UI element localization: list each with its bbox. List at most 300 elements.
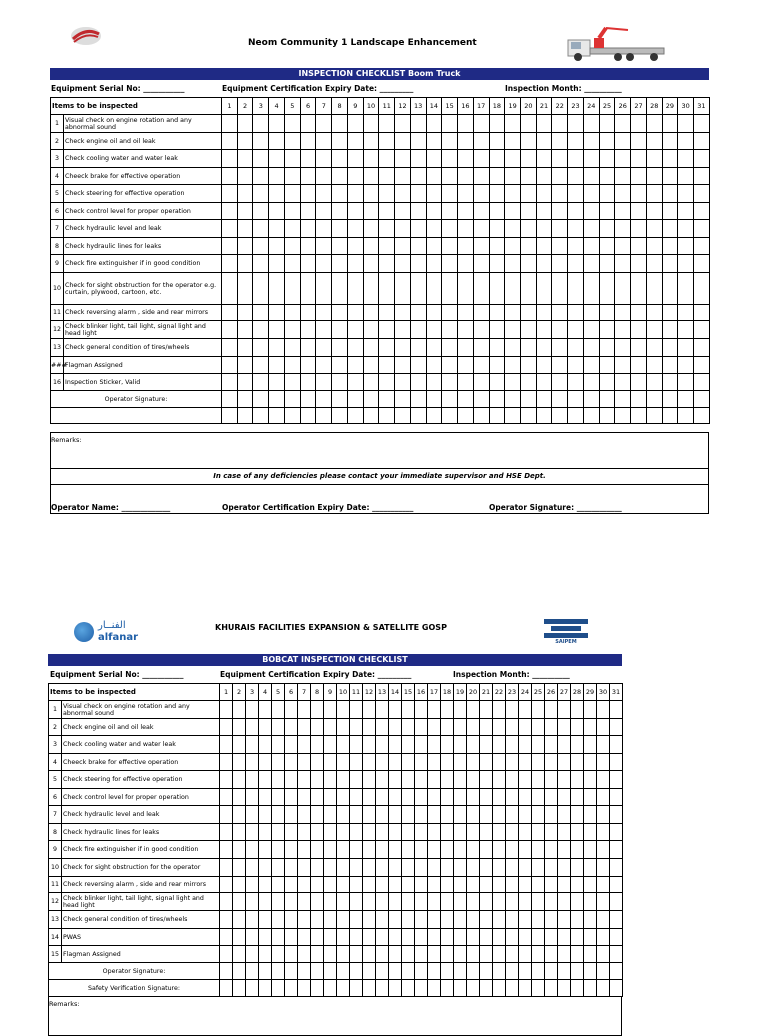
check-cell[interactable] <box>285 771 298 789</box>
check-cell[interactable] <box>442 374 458 391</box>
signature-cell[interactable] <box>489 408 505 424</box>
signature-cell[interactable] <box>552 391 568 408</box>
check-cell[interactable] <box>558 893 571 911</box>
check-cell[interactable] <box>519 841 532 859</box>
check-cell[interactable] <box>536 357 552 374</box>
check-cell[interactable] <box>646 115 662 133</box>
check-cell[interactable] <box>442 220 458 238</box>
check-cell[interactable] <box>493 841 506 859</box>
check-cell[interactable] <box>584 701 597 719</box>
check-cell[interactable] <box>300 321 316 339</box>
check-cell[interactable] <box>426 255 442 273</box>
check-cell[interactable] <box>259 946 272 963</box>
check-cell[interactable] <box>395 185 411 203</box>
check-cell[interactable] <box>300 238 316 255</box>
check-cell[interactable] <box>237 255 253 273</box>
check-cell[interactable] <box>610 789 623 806</box>
check-cell[interactable] <box>454 859 467 877</box>
check-cell[interactable] <box>467 736 480 754</box>
check-cell[interactable] <box>558 719 571 736</box>
check-cell[interactable] <box>489 255 505 273</box>
check-cell[interactable] <box>519 719 532 736</box>
check-cell[interactable] <box>584 754 597 771</box>
check-cell[interactable] <box>284 220 300 238</box>
check-cell[interactable] <box>222 339 238 357</box>
check-cell[interactable] <box>300 220 316 238</box>
check-cell[interactable] <box>285 859 298 877</box>
check-cell[interactable] <box>272 911 285 929</box>
check-cell[interactable] <box>269 133 285 150</box>
check-cell[interactable] <box>363 946 376 963</box>
signature-cell[interactable] <box>597 980 610 997</box>
check-cell[interactable] <box>311 824 324 841</box>
check-cell[interactable] <box>520 357 536 374</box>
signature-cell[interactable] <box>269 408 285 424</box>
check-cell[interactable] <box>631 115 647 133</box>
inspection-month-field[interactable]: Inspection Month: __________ <box>505 84 622 93</box>
check-cell[interactable] <box>347 255 363 273</box>
check-cell[interactable] <box>376 859 389 877</box>
check-cell[interactable] <box>402 719 415 736</box>
check-cell[interactable] <box>428 946 441 963</box>
check-cell[interactable] <box>442 168 458 185</box>
check-cell[interactable] <box>489 185 505 203</box>
signature-cell[interactable] <box>269 391 285 408</box>
check-cell[interactable] <box>662 255 678 273</box>
check-cell[interactable] <box>379 305 395 321</box>
check-cell[interactable] <box>324 754 337 771</box>
check-cell[interactable] <box>350 911 363 929</box>
check-cell[interactable] <box>599 185 615 203</box>
check-cell[interactable] <box>558 929 571 946</box>
check-cell[interactable] <box>300 273 316 305</box>
check-cell[interactable] <box>337 859 350 877</box>
check-cell[interactable] <box>583 305 599 321</box>
check-cell[interactable] <box>545 701 558 719</box>
check-cell[interactable] <box>376 701 389 719</box>
signature-cell[interactable] <box>458 391 474 408</box>
check-cell[interactable] <box>532 841 545 859</box>
check-cell[interactable] <box>402 824 415 841</box>
check-cell[interactable] <box>678 273 694 305</box>
check-cell[interactable] <box>415 929 428 946</box>
check-cell[interactable] <box>584 911 597 929</box>
check-cell[interactable] <box>222 238 238 255</box>
check-cell[interactable] <box>694 150 710 168</box>
check-cell[interactable] <box>363 841 376 859</box>
check-cell[interactable] <box>337 841 350 859</box>
check-cell[interactable] <box>442 255 458 273</box>
check-cell[interactable] <box>662 150 678 168</box>
signature-cell[interactable] <box>694 391 710 408</box>
check-cell[interactable] <box>694 133 710 150</box>
check-cell[interactable] <box>536 305 552 321</box>
check-cell[interactable] <box>480 841 493 859</box>
check-cell[interactable] <box>379 339 395 357</box>
check-cell[interactable] <box>316 150 332 168</box>
check-cell[interactable] <box>568 321 584 339</box>
check-cell[interactable] <box>519 736 532 754</box>
check-cell[interactable] <box>454 771 467 789</box>
check-cell[interactable] <box>298 911 311 929</box>
check-cell[interactable] <box>332 273 348 305</box>
signature-cell[interactable] <box>363 408 379 424</box>
check-cell[interactable] <box>376 893 389 911</box>
check-cell[interactable] <box>610 701 623 719</box>
check-cell[interactable] <box>506 929 519 946</box>
check-cell[interactable] <box>480 859 493 877</box>
signature-cell[interactable] <box>220 963 233 980</box>
check-cell[interactable] <box>597 893 610 911</box>
check-cell[interactable] <box>363 321 379 339</box>
check-cell[interactable] <box>489 374 505 391</box>
check-cell[interactable] <box>473 203 489 220</box>
check-cell[interactable] <box>337 754 350 771</box>
check-cell[interactable] <box>253 255 269 273</box>
check-cell[interactable] <box>631 339 647 357</box>
signature-cell[interactable] <box>347 391 363 408</box>
check-cell[interactable] <box>298 824 311 841</box>
check-cell[interactable] <box>678 238 694 255</box>
check-cell[interactable] <box>489 238 505 255</box>
check-cell[interactable] <box>347 133 363 150</box>
check-cell[interactable] <box>426 168 442 185</box>
check-cell[interactable] <box>610 841 623 859</box>
check-cell[interactable] <box>259 841 272 859</box>
check-cell[interactable] <box>363 305 379 321</box>
check-cell[interactable] <box>347 321 363 339</box>
check-cell[interactable] <box>520 255 536 273</box>
check-cell[interactable] <box>324 736 337 754</box>
check-cell[interactable] <box>615 357 631 374</box>
check-cell[interactable] <box>222 133 238 150</box>
check-cell[interactable] <box>545 841 558 859</box>
check-cell[interactable] <box>532 736 545 754</box>
check-cell[interactable] <box>324 719 337 736</box>
check-cell[interactable] <box>337 929 350 946</box>
check-cell[interactable] <box>536 185 552 203</box>
check-cell[interactable] <box>520 133 536 150</box>
signature-cell[interactable] <box>426 408 442 424</box>
check-cell[interactable] <box>410 255 426 273</box>
check-cell[interactable] <box>363 339 379 357</box>
check-cell[interactable] <box>583 203 599 220</box>
check-cell[interactable] <box>259 929 272 946</box>
check-cell[interactable] <box>269 168 285 185</box>
check-cell[interactable] <box>246 719 259 736</box>
check-cell[interactable] <box>506 789 519 806</box>
signature-cell[interactable] <box>536 391 552 408</box>
check-cell[interactable] <box>519 893 532 911</box>
check-cell[interactable] <box>571 946 584 963</box>
check-cell[interactable] <box>332 220 348 238</box>
signature-cell[interactable] <box>253 391 269 408</box>
check-cell[interactable] <box>662 321 678 339</box>
signature-cell[interactable] <box>536 408 552 424</box>
check-cell[interactable] <box>237 133 253 150</box>
check-cell[interactable] <box>646 203 662 220</box>
check-cell[interactable] <box>363 203 379 220</box>
check-cell[interactable] <box>584 877 597 893</box>
check-cell[interactable] <box>272 736 285 754</box>
check-cell[interactable] <box>253 203 269 220</box>
check-cell[interactable] <box>615 168 631 185</box>
check-cell[interactable] <box>568 133 584 150</box>
check-cell[interactable] <box>467 859 480 877</box>
signature-cell[interactable] <box>599 408 615 424</box>
check-cell[interactable] <box>395 374 411 391</box>
check-cell[interactable] <box>568 273 584 305</box>
check-cell[interactable] <box>454 754 467 771</box>
check-cell[interactable] <box>532 911 545 929</box>
check-cell[interactable] <box>694 273 710 305</box>
check-cell[interactable] <box>615 339 631 357</box>
check-cell[interactable] <box>473 305 489 321</box>
check-cell[interactable] <box>379 115 395 133</box>
check-cell[interactable] <box>269 273 285 305</box>
check-cell[interactable] <box>259 893 272 911</box>
check-cell[interactable] <box>298 754 311 771</box>
check-cell[interactable] <box>520 374 536 391</box>
signature-cell[interactable] <box>568 408 584 424</box>
check-cell[interactable] <box>552 185 568 203</box>
check-cell[interactable] <box>610 929 623 946</box>
signature-cell[interactable] <box>337 963 350 980</box>
check-cell[interactable] <box>332 203 348 220</box>
check-cell[interactable] <box>584 789 597 806</box>
check-cell[interactable] <box>298 946 311 963</box>
check-cell[interactable] <box>269 255 285 273</box>
check-cell[interactable] <box>532 824 545 841</box>
check-cell[interactable] <box>259 859 272 877</box>
check-cell[interactable] <box>220 911 233 929</box>
signature-cell[interactable] <box>615 391 631 408</box>
check-cell[interactable] <box>363 859 376 877</box>
check-cell[interactable] <box>233 789 246 806</box>
check-cell[interactable] <box>458 273 474 305</box>
check-cell[interactable] <box>269 150 285 168</box>
signature-cell[interactable] <box>519 963 532 980</box>
check-cell[interactable] <box>597 719 610 736</box>
check-cell[interactable] <box>454 789 467 806</box>
check-cell[interactable] <box>379 168 395 185</box>
signature-cell[interactable] <box>402 963 415 980</box>
check-cell[interactable] <box>519 754 532 771</box>
signature-cell[interactable] <box>395 391 411 408</box>
check-cell[interactable] <box>536 321 552 339</box>
check-cell[interactable] <box>442 203 458 220</box>
check-cell[interactable] <box>332 321 348 339</box>
check-cell[interactable] <box>493 859 506 877</box>
check-cell[interactable] <box>520 321 536 339</box>
check-cell[interactable] <box>558 736 571 754</box>
check-cell[interactable] <box>410 115 426 133</box>
check-cell[interactable] <box>311 701 324 719</box>
equipment-cert-expiry-field-2[interactable]: Equipment Certification Expiry Date: _________ <box>220 670 412 679</box>
check-cell[interactable] <box>599 203 615 220</box>
check-cell[interactable] <box>222 305 238 321</box>
check-cell[interactable] <box>520 238 536 255</box>
check-cell[interactable] <box>536 238 552 255</box>
check-cell[interactable] <box>253 168 269 185</box>
check-cell[interactable] <box>610 893 623 911</box>
check-cell[interactable] <box>545 754 558 771</box>
signature-cell[interactable] <box>584 963 597 980</box>
signature-cell[interactable] <box>597 963 610 980</box>
check-cell[interactable] <box>646 339 662 357</box>
check-cell[interactable] <box>300 185 316 203</box>
check-cell[interactable] <box>599 255 615 273</box>
check-cell[interactable] <box>395 238 411 255</box>
check-cell[interactable] <box>662 168 678 185</box>
check-cell[interactable] <box>246 736 259 754</box>
check-cell[interactable] <box>347 168 363 185</box>
check-cell[interactable] <box>316 305 332 321</box>
signature-cell[interactable] <box>253 408 269 424</box>
check-cell[interactable] <box>426 305 442 321</box>
check-cell[interactable] <box>284 305 300 321</box>
check-cell[interactable] <box>646 255 662 273</box>
check-cell[interactable] <box>363 893 376 911</box>
check-cell[interactable] <box>454 701 467 719</box>
check-cell[interactable] <box>552 238 568 255</box>
check-cell[interactable] <box>337 824 350 841</box>
check-cell[interactable] <box>571 754 584 771</box>
check-cell[interactable] <box>646 133 662 150</box>
signature-cell[interactable] <box>610 963 623 980</box>
equipment-serial-field[interactable]: Equipment Serial No: ___________ <box>51 84 185 93</box>
check-cell[interactable] <box>402 841 415 859</box>
signature-cell[interactable] <box>493 963 506 980</box>
check-cell[interactable] <box>395 150 411 168</box>
check-cell[interactable] <box>631 185 647 203</box>
check-cell[interactable] <box>615 305 631 321</box>
signature-cell[interactable] <box>520 391 536 408</box>
signature-cell[interactable] <box>520 408 536 424</box>
check-cell[interactable] <box>284 255 300 273</box>
check-cell[interactable] <box>363 771 376 789</box>
check-cell[interactable] <box>324 789 337 806</box>
check-cell[interactable] <box>536 168 552 185</box>
check-cell[interactable] <box>324 841 337 859</box>
check-cell[interactable] <box>233 754 246 771</box>
check-cell[interactable] <box>285 789 298 806</box>
check-cell[interactable] <box>568 115 584 133</box>
check-cell[interactable] <box>395 115 411 133</box>
check-cell[interactable] <box>536 133 552 150</box>
check-cell[interactable] <box>454 841 467 859</box>
check-cell[interactable] <box>222 321 238 339</box>
check-cell[interactable] <box>615 255 631 273</box>
signature-cell[interactable] <box>519 980 532 997</box>
check-cell[interactable] <box>269 220 285 238</box>
check-cell[interactable] <box>506 771 519 789</box>
check-cell[interactable] <box>426 339 442 357</box>
check-cell[interactable] <box>428 771 441 789</box>
check-cell[interactable] <box>324 806 337 824</box>
signature-cell[interactable] <box>583 391 599 408</box>
check-cell[interactable] <box>583 339 599 357</box>
check-cell[interactable] <box>426 133 442 150</box>
check-cell[interactable] <box>415 893 428 911</box>
check-cell[interactable] <box>332 238 348 255</box>
check-cell[interactable] <box>402 929 415 946</box>
check-cell[interactable] <box>311 771 324 789</box>
check-cell[interactable] <box>458 321 474 339</box>
check-cell[interactable] <box>350 771 363 789</box>
check-cell[interactable] <box>584 859 597 877</box>
check-cell[interactable] <box>389 841 402 859</box>
check-cell[interactable] <box>426 238 442 255</box>
check-cell[interactable] <box>332 115 348 133</box>
check-cell[interactable] <box>347 273 363 305</box>
check-cell[interactable] <box>480 806 493 824</box>
check-cell[interactable] <box>379 203 395 220</box>
check-cell[interactable] <box>441 701 454 719</box>
signature-cell[interactable] <box>298 963 311 980</box>
check-cell[interactable] <box>571 806 584 824</box>
check-cell[interactable] <box>233 859 246 877</box>
check-cell[interactable] <box>259 754 272 771</box>
check-cell[interactable] <box>222 115 238 133</box>
check-cell[interactable] <box>376 929 389 946</box>
check-cell[interactable] <box>631 133 647 150</box>
check-cell[interactable] <box>233 877 246 893</box>
check-cell[interactable] <box>552 115 568 133</box>
signature-cell[interactable] <box>480 980 493 997</box>
check-cell[interactable] <box>284 185 300 203</box>
check-cell[interactable] <box>316 339 332 357</box>
check-cell[interactable] <box>568 238 584 255</box>
check-cell[interactable] <box>324 824 337 841</box>
check-cell[interactable] <box>480 754 493 771</box>
check-cell[interactable] <box>631 374 647 391</box>
check-cell[interactable] <box>300 133 316 150</box>
check-cell[interactable] <box>584 929 597 946</box>
check-cell[interactable] <box>631 273 647 305</box>
check-cell[interactable] <box>442 150 458 168</box>
inspection-month-field-2[interactable]: Inspection Month: __________ <box>453 670 570 679</box>
check-cell[interactable] <box>379 133 395 150</box>
check-cell[interactable] <box>426 185 442 203</box>
check-cell[interactable] <box>599 133 615 150</box>
check-cell[interactable] <box>237 339 253 357</box>
check-cell[interactable] <box>493 893 506 911</box>
check-cell[interactable] <box>473 238 489 255</box>
check-cell[interactable] <box>379 273 395 305</box>
check-cell[interactable] <box>220 946 233 963</box>
check-cell[interactable] <box>678 133 694 150</box>
check-cell[interactable] <box>415 736 428 754</box>
check-cell[interactable] <box>311 754 324 771</box>
check-cell[interactable] <box>489 150 505 168</box>
check-cell[interactable] <box>220 736 233 754</box>
check-cell[interactable] <box>284 273 300 305</box>
check-cell[interactable] <box>402 771 415 789</box>
check-cell[interactable] <box>493 719 506 736</box>
signature-cell[interactable] <box>662 408 678 424</box>
check-cell[interactable] <box>237 185 253 203</box>
check-cell[interactable] <box>458 185 474 203</box>
check-cell[interactable] <box>332 357 348 374</box>
check-cell[interactable] <box>662 115 678 133</box>
check-cell[interactable] <box>520 150 536 168</box>
check-cell[interactable] <box>571 911 584 929</box>
check-cell[interactable] <box>285 946 298 963</box>
check-cell[interactable] <box>558 841 571 859</box>
check-cell[interactable] <box>646 357 662 374</box>
check-cell[interactable] <box>337 736 350 754</box>
